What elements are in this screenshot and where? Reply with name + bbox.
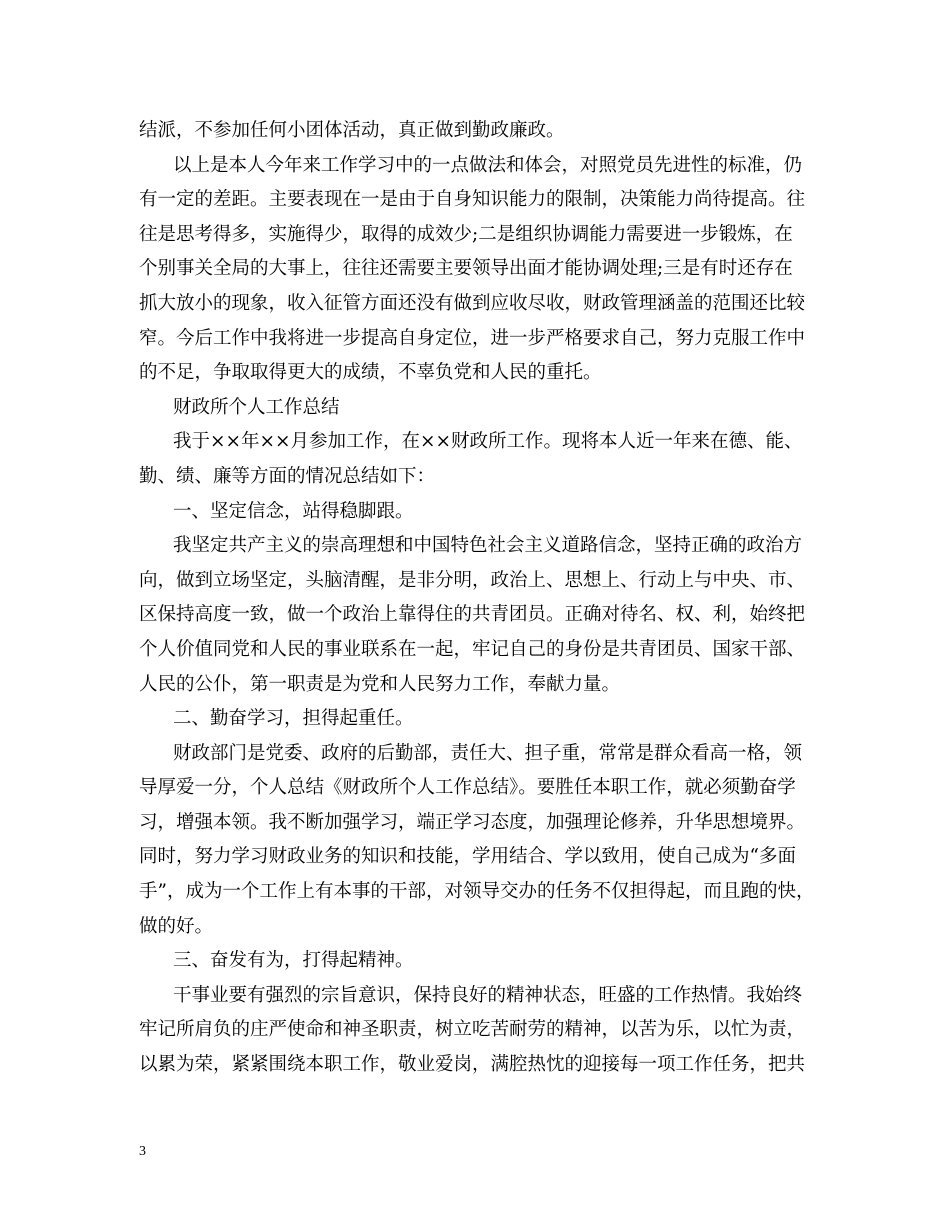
section-heading: 二、勤奋学习，担得起重任。 (173, 708, 414, 730)
text-line: 我于××年××月参加工作，在××财政所工作。现将本人近一年来在德、能、 (173, 431, 803, 453)
text-line: 我坚定共产主义的崇高理想和中国特色社会主义道路信念，坚持正确的政治方 (173, 535, 803, 557)
text-line: 向，做到立场坚定，头脑清醒，是非分明，政治上、思想上、行动上与中央、市、 (139, 569, 806, 591)
text-line: 有一定的差距。主要表现在一是由于自身知识能力的限制，决策能力尚待提高。往 (139, 189, 806, 211)
text-line: 抓大放小的现象，收入征管方面还没有做到应收尽收，财政管理涵盖的范围还比较 (139, 292, 806, 314)
text-line: 结派，不参加任何小团体活动，真正做到勤政廉政。 (139, 120, 565, 141)
text-line: 做的好。 (139, 915, 214, 937)
text-line: 同时，努力学习财政业务的知识和技能，学用结合、学以致用，使自己成为“多面 (139, 846, 796, 868)
text-line: 干事业要有强烈的宗旨意识，保持良好的精神状态，旺盛的工作热情。我始终 (173, 984, 803, 1006)
text-line: 个别事关全局的大事上，往往还需要主要领导出面才能协调处理;三是有时还存在 (139, 258, 793, 280)
section-heading: 财政所个人工作总结 (173, 396, 340, 418)
text-line: 导厚爱一分，个人总结《财政所个人工作总结》。要胜任本职工作，就必须勤奋学 (139, 777, 796, 799)
text-line: 手”，成为一个工作上有本事的干部，对领导交办的任务不仅担得起，而且跑的快， (139, 881, 815, 903)
text-line: 以累为荣，紧紧围绕本职工作，敬业爱岗，满腔热忱的迎接每一项工作任务，把共 (139, 1054, 806, 1076)
text-line: 习，增强本领。我不断加强学习，端正学习态度，加强理论修养，升华思想境界。 (139, 811, 806, 833)
text-line: 的不足，争取取得更大的成绩，不辜负党和人民的重托。 (139, 362, 602, 384)
text-line: 以上是本人今年来工作学习中的一点做法和体会，对照党员先进性的标准，仍 (173, 154, 803, 176)
section-heading: 一、坚定信念，站得稳脚跟。 (173, 500, 414, 522)
text-line: 财政部门是党委、政府的后勤部，责任大、担子重，常常是群众看高一格，领 (173, 742, 803, 764)
body-text (139, 114, 829, 1083)
text-line: 人民的公仆，第一职责是为党和人民努力工作，奉献力量。 (139, 673, 621, 695)
text-line: 个人价值同党和人民的事业联系在一起，牢记自己的身份是共青团员、国家干部、 (139, 638, 806, 660)
text-line: 牢记所肩负的庄严使命和神圣职责，树立吃苦耐劳的精神，以苦为乐，以忙为责， (139, 1019, 806, 1041)
text-line: 勤、绩、廉等方面的情况总结如下： (139, 465, 436, 487)
text-line: 窄。今后工作中我将进一步提高自身定位，进一步严格要求自己，努力克服工作中 (139, 327, 806, 349)
page-number: 3 (139, 1144, 146, 1159)
text-line: 往是思考得多，实施得少，取得的成效少;二是组织协调能力需要进一步锻炼，在 (139, 223, 793, 245)
section-heading: 三、奋发有为，打得起精神。 (173, 950, 414, 972)
text-line: 区保持高度一致，做一个政治上靠得住的共青团员。正确对待名、权、利，始终把 (139, 604, 806, 626)
